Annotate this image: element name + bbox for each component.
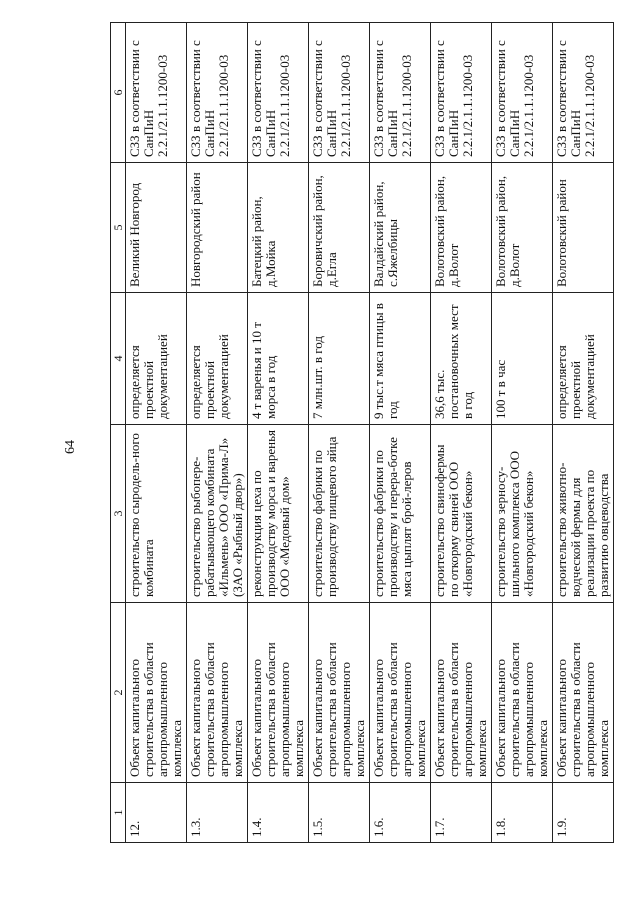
capacity-cell: 100 т в час [492, 293, 553, 425]
object-type-cell: Объект капитального строительства в области агропромышленного комплекса [431, 603, 492, 783]
row-number-cell: 1.8. [492, 783, 553, 843]
header-cell: 6 [111, 23, 126, 163]
object-type-cell: Объект капитального строительства в области агропромышленного комплекса [126, 603, 187, 783]
capacity-cell: определяется проектной документацией [553, 293, 614, 425]
object-type-cell: Объект капитального строительства в области агропромышленного комплекса [248, 603, 309, 783]
location-cell: Волотовский район [553, 163, 614, 293]
object-type-cell: Объект капитального строительства в области агропромышленного комплекса [309, 603, 370, 783]
object-type-cell: Объект капитального строительства в области агропромышленного комплекса [370, 603, 431, 783]
capacity-cell: определяется проектной документацией [126, 293, 187, 425]
project-cell: строительство фабрики по производству и перера-ботке мяса цыплят брой-леров [370, 425, 431, 603]
capacity-cell: 4 т варенья и 10 т морса в год [248, 293, 309, 425]
header-cell: 4 [111, 293, 126, 425]
rotated-table-container [110, 23, 611, 843]
table-row [309, 23, 370, 843]
location-cell: Батецкий район, д.Мойка [248, 163, 309, 293]
row-number-cell: 1.5. [309, 783, 370, 843]
location-cell: Волотовский район, д.Волот [492, 163, 553, 293]
location-cell: Новгородский район [187, 163, 248, 293]
table-row [370, 23, 431, 843]
location-cell: Великий Новгород [126, 163, 187, 293]
table-row [492, 23, 553, 843]
header-cell: 5 [111, 163, 126, 293]
object-type-cell: Объект капитального строительства в области агропромышленного комплекса [187, 603, 248, 783]
row-number-cell: 1.9. [553, 783, 614, 843]
sanitary-zone-cell: СЗЗ в соответствии с СанПиН 2.2.1/2.1.1.1200-03 [248, 23, 309, 163]
project-cell: реконструкция цеха по производству морса и варенья ООО «Медовый дом» [248, 425, 309, 603]
sanitary-zone-cell: СЗЗ в соответствии с СанПиН 2.2.1/2.1.1.1200-03 [492, 23, 553, 163]
table-row [187, 23, 248, 843]
table-row [553, 23, 614, 843]
project-cell: строительство фабрики по производству пищевого яйца [309, 425, 370, 603]
sanitary-zone-cell: СЗЗ в соответствии с СанПиН 2.2.1/2.1.1.1200-03 [126, 23, 187, 163]
location-cell: Волотовский район, д.Волот [431, 163, 492, 293]
table-header-row [111, 23, 126, 843]
location-cell: Боровичский район, д.Егла [309, 163, 370, 293]
sanitary-zone-cell: СЗЗ в соответствии с СанПиН 2.2.1/2.1.1.1200-03 [370, 23, 431, 163]
row-number-cell: 1.6. [370, 783, 431, 843]
table-row [248, 23, 309, 843]
sanitary-zone-cell: СЗЗ в соответствии с СанПиН 2.2.1/2.1.1.1200-03 [187, 23, 248, 163]
row-number-cell: 1.3. [187, 783, 248, 843]
capacity-cell: 36,6 тыс. постановочных мест в год [431, 293, 492, 425]
object-type-cell: Объект капитального строительства в области агропромышленного комплекса [553, 603, 614, 783]
header-cell: 2 [111, 603, 126, 783]
table-row [431, 23, 492, 843]
capacity-cell: 7 млн.шт. в год [309, 293, 370, 425]
project-cell: строительство рыбопере-рабатывающего комбината «Ильмень» ООО «Прима-Л» (ЗАО «Рыбный двор») [187, 425, 248, 603]
header-cell: 3 [111, 425, 126, 603]
table-row [126, 23, 187, 843]
location-cell: Валдайский район, с.Яжелбицы [370, 163, 431, 293]
row-number-cell: 12. [126, 783, 187, 843]
project-cell: строительство зерносу-шильного комплекса ООО «Новгородский бекон» [492, 425, 553, 603]
row-number-cell: 1.4. [248, 783, 309, 843]
project-cell: строительство свинофермы по откорму свиней ООО «Новгородский бекон» [431, 425, 492, 603]
capacity-cell: 9 тыс.т мяса птицы в год [370, 293, 431, 425]
project-cell: строительство животно-водческой фермы для реализации проекта по развитию овцеводства [553, 425, 614, 603]
sanitary-zone-cell: СЗЗ в соответствии с СанПиН 2.2.1/2.1.1.1200-03 [431, 23, 492, 163]
sanitary-zone-cell: СЗЗ в соответствии с СанПиН 2.2.1/2.1.1.1200-03 [553, 23, 614, 163]
project-cell: строительство сыродель-ного комбината [126, 425, 187, 603]
page-number: 64 [63, 440, 78, 454]
sanitary-zone-cell: СЗЗ в соответствии с СанПиН 2.2.1/2.1.1.1200-03 [309, 23, 370, 163]
capacity-cell: определяется проектной документацией [187, 293, 248, 425]
header-cell: 1 [111, 783, 126, 843]
infrastructure-table [110, 22, 614, 843]
object-type-cell: Объект капитального строительства в области агропромышленного комплекса [492, 603, 553, 783]
row-number-cell: 1.7. [431, 783, 492, 843]
